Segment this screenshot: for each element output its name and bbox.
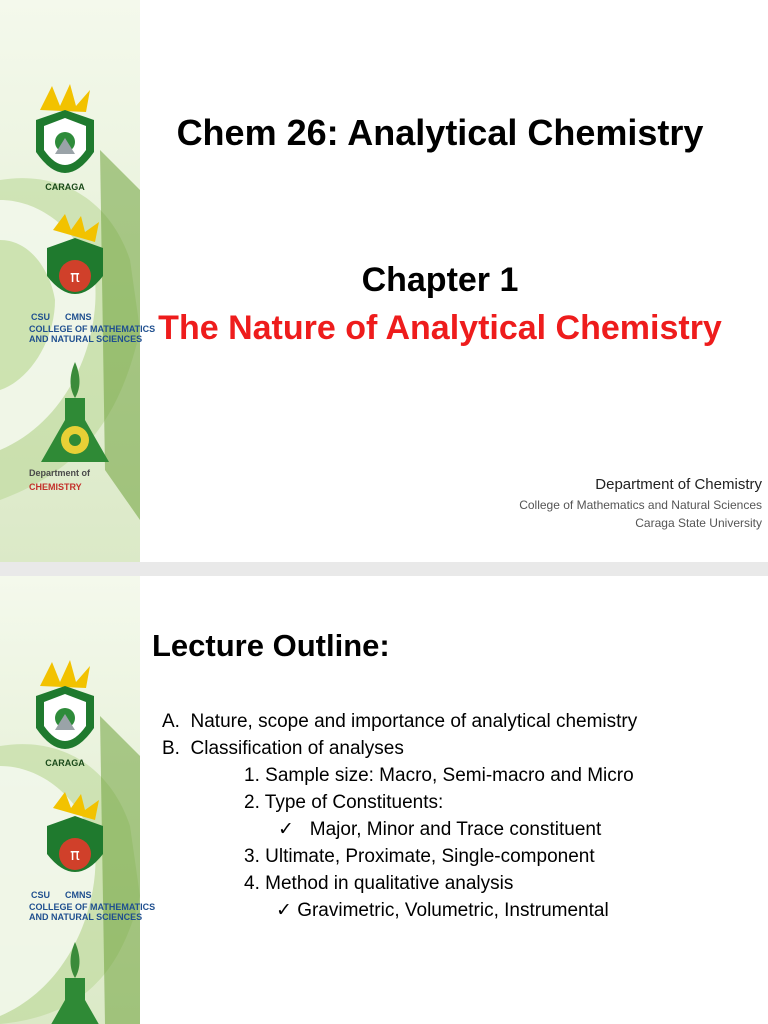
logo2-line2: AND NATURAL SCIENCES (29, 334, 143, 344)
checkmark-icon: ✓ (276, 899, 292, 921)
outline-item-b4-check: ✓ Gravimetric, Volumetric, Instrumental (276, 899, 609, 921)
slide-sidebar (0, 0, 156, 562)
outline-item-b2-check: ✓ Major, Minor and Trace constituent (278, 818, 602, 840)
checkmark-icon: ✓ (278, 818, 294, 840)
course-title: Chem 26: Analytical Chemistry (176, 112, 704, 153)
chapter-number: Chapter 1 (361, 261, 519, 299)
logo2-line1: COLLEGE OF MATHEMATICS (29, 324, 156, 334)
outline-heading: Lecture Outline: (152, 628, 390, 663)
logo3-line1: Department of (29, 468, 91, 478)
outline-item-b1: 1. Sample size: Macro, Semi-macro and Micro (244, 765, 634, 786)
chemistry-dept-logo (25, 358, 125, 498)
outline-item-b2: 2. Type of Constituents: (244, 792, 444, 813)
svg-text:π: π (70, 267, 80, 286)
logo3-line2: CHEMISTRY (29, 482, 82, 492)
outline-item-a: A. Nature, scope and importance of analytical chemistry (162, 711, 638, 732)
logo2-cmns: CMNS (65, 890, 92, 900)
cmns-logo (25, 212, 156, 347)
logo1-caption: CARAGA (45, 758, 85, 768)
csu-seal-logo (30, 658, 100, 778)
chapter-subtitle: The Nature of Analytical Chemistry (158, 309, 722, 347)
logo2-line1: COLLEGE OF MATHEMATICS (29, 902, 156, 912)
outline-item-b: B. Classification of analyses (162, 738, 404, 759)
slide-sidebar (0, 576, 156, 1024)
logo2-csu: CSU (31, 312, 51, 322)
svg-text:π: π (70, 845, 80, 864)
university-name: Caraga State University (635, 516, 762, 530)
outline-slide (0, 576, 768, 1024)
cmns-logo (25, 790, 156, 925)
logo2-line2: AND NATURAL SCIENCES (29, 912, 143, 922)
logo1-caption: CARAGA (45, 182, 85, 192)
logo2-cmns: CMNS (65, 312, 92, 322)
outline-item-b3: 3. Ultimate, Proximate, Single-component (244, 846, 595, 867)
college-name: College of Mathematics and Natural Sciences (519, 498, 762, 512)
csu-seal-logo (30, 82, 100, 202)
logo2-csu: CSU (31, 890, 51, 900)
chemistry-dept-logo-partial (25, 938, 125, 1024)
department-name: Department of Chemistry (595, 476, 762, 493)
outline-item-b4: 4. Method in qualitative analysis (244, 873, 514, 894)
